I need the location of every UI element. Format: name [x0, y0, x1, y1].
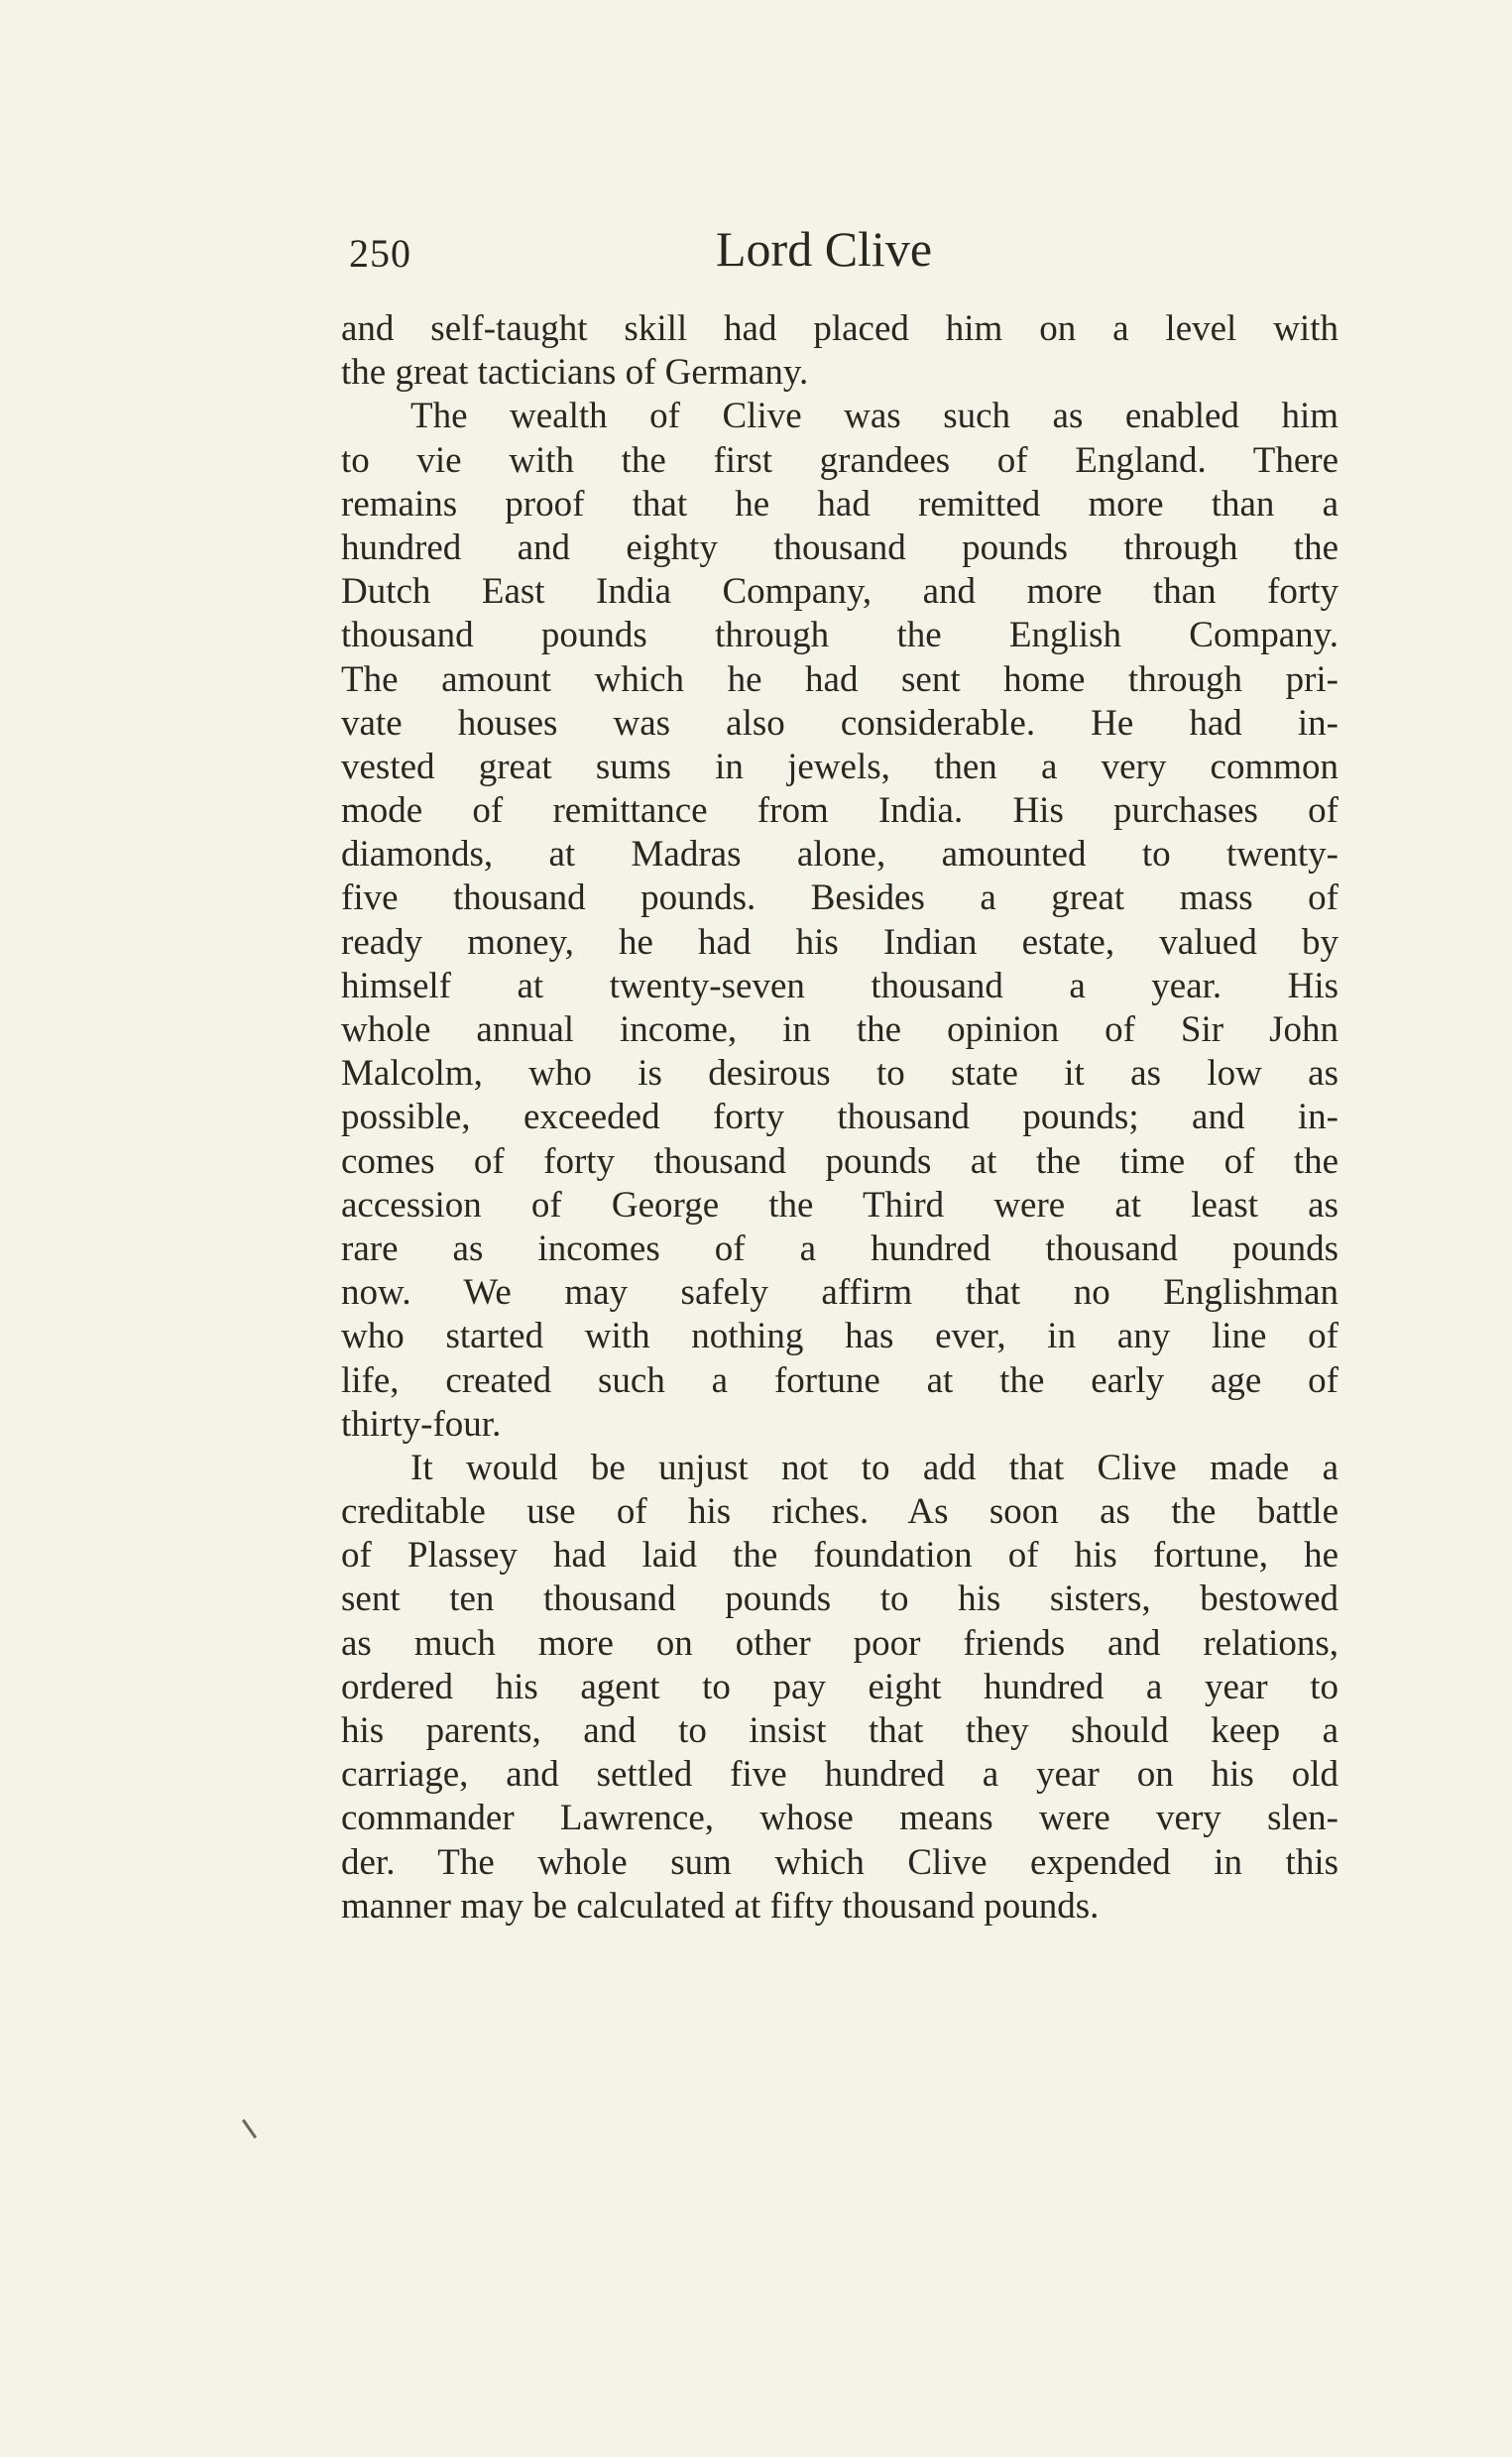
text-line: who started with nothing has ever, in any line of [341, 1316, 1338, 1357]
text-line: vested great sums in jewels, then a very common [341, 746, 1338, 787]
text-line: his parents, and to insist that they should keep a [341, 1710, 1338, 1751]
text-line: and self-taught skill had placed him on a level with [341, 308, 1338, 349]
text-line: carriage, and settled five hundred a year on his old [341, 1754, 1338, 1796]
text-line: thousand pounds through the English Company. [341, 615, 1338, 656]
text-line: now. We may safely affirm that no Englishman [341, 1272, 1338, 1314]
body-text [341, 307, 1338, 1929]
text-line: the great tacticians of Germany. [341, 352, 809, 394]
text-line: creditable use of his riches. As soon as the battle [341, 1491, 1338, 1533]
text-line: Dutch East India Company, and more than forty [341, 571, 1338, 613]
page-number: 250 [349, 231, 411, 276]
text-line: life, created such a fortune at the early age of [341, 1359, 1338, 1401]
text-line: The amount which he had sent home through pri- [341, 658, 1338, 700]
text-line: hundred and eighty thousand pounds through the [341, 526, 1338, 568]
text-line: Malcolm, who is desirous to state it as low as [341, 1053, 1338, 1095]
text-line: accession of George the Third were at least as [341, 1184, 1338, 1226]
text-line: vate houses was also considerable. He had in- [341, 702, 1338, 744]
text-line: mode of remittance from India. His purchases of [341, 790, 1338, 832]
text-line: commander Lawrence, whose means were very slen- [341, 1798, 1338, 1839]
text-line: der. The whole sum which Clive expended in this [341, 1841, 1338, 1883]
text-line: sent ten thousand pounds to his sisters, bestowed [341, 1579, 1338, 1620]
text-line: whole annual income, in the opinion of Sir John [341, 1009, 1338, 1050]
text-line: of Plassey had laid the foundation of his fortune, he [341, 1535, 1338, 1577]
text-line: diamonds, at Madras alone, amounted to twenty- [341, 834, 1338, 876]
text-line: five thousand pounds. Besides a great mass of [341, 878, 1338, 919]
text-line: The wealth of Clive was such as enabled him [410, 396, 1338, 437]
text-line: to vie with the first grandees of England. There [341, 439, 1338, 481]
text-line: rare as incomes of a hundred thousand pounds [341, 1228, 1338, 1269]
text-line: manner may be calculated at fifty thousand pounds. [341, 1885, 1100, 1927]
text-line: remains proof that he had remitted more than a [341, 483, 1338, 525]
text-line: possible, exceeded forty thousand pounds; and in- [341, 1097, 1338, 1138]
text-line: thirty-four. [341, 1403, 502, 1445]
running-head-title: Lord Clive [716, 221, 933, 277]
stray-ink-mark [242, 2119, 257, 2139]
text-line: himself at twenty-seven thousand a year. His [341, 965, 1338, 1006]
page-header [349, 220, 1340, 290]
text-line: as much more on other poor friends and relations, [341, 1622, 1338, 1664]
text-line: ready money, he had his Indian estate, valued by [341, 921, 1338, 963]
text-line: ordered his agent to pay eight hundred a year to [341, 1666, 1338, 1707]
text-line: comes of forty thousand pounds at the time of the [341, 1140, 1338, 1182]
text-line: It would be unjust not to add that Clive made a [410, 1447, 1338, 1488]
